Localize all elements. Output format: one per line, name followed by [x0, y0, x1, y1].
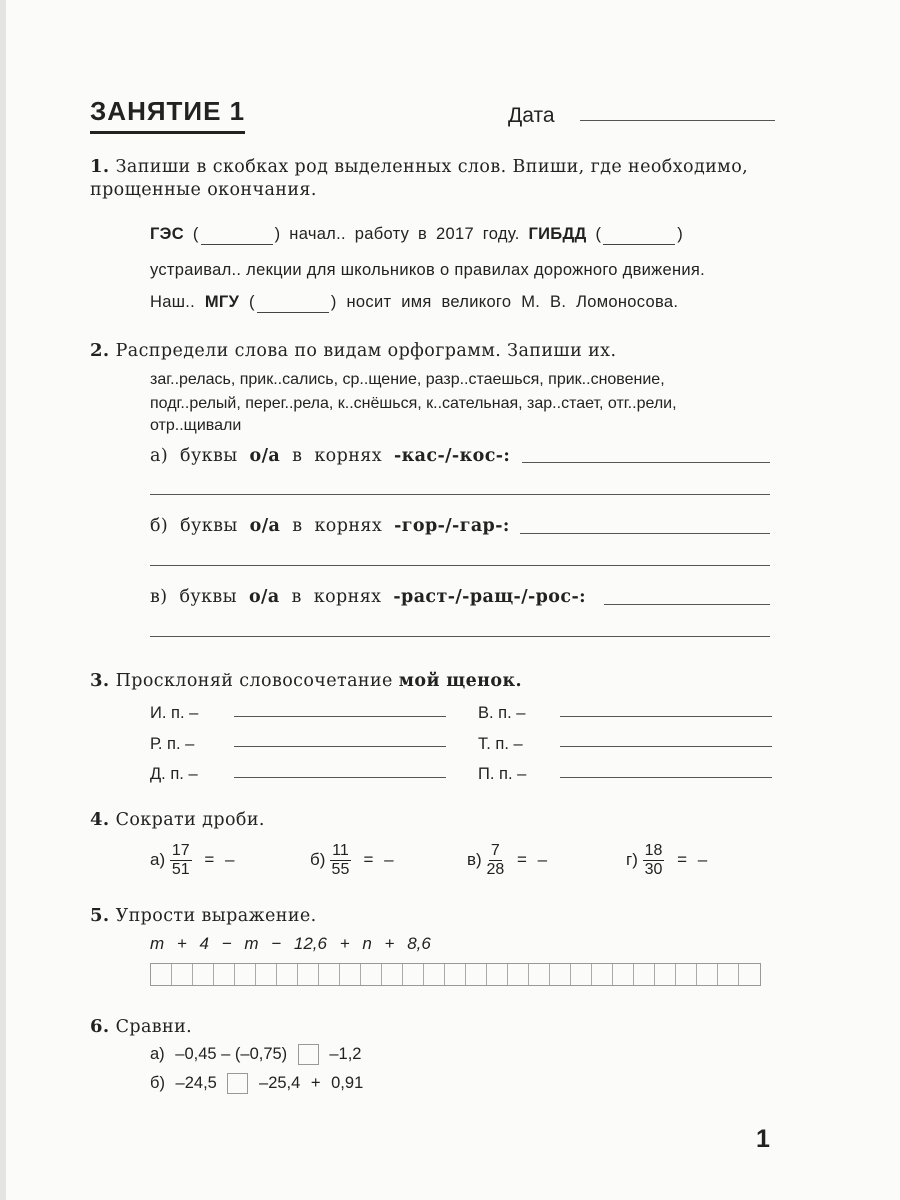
grid-cell[interactable]: [718, 964, 739, 985]
denominator: 55: [331, 861, 350, 878]
numerator: 18: [644, 842, 663, 859]
grid-cell[interactable]: [508, 964, 529, 985]
denominator: 28: [486, 861, 505, 878]
task2-c-answer-line2[interactable]: [150, 636, 770, 637]
paren: (: [249, 293, 255, 311]
case-instrumental-line[interactable]: [560, 746, 772, 747]
grid-cell[interactable]: [277, 964, 298, 985]
case-prepositional-label: П. п. –: [478, 765, 527, 783]
fraction: [486, 842, 504, 879]
compare-sign-box[interactable]: [227, 1073, 248, 1094]
compare-sign-box[interactable]: [298, 1044, 319, 1065]
task4-number: 4.: [90, 809, 110, 830]
gender-blank-gibdd[interactable]: [603, 225, 675, 245]
compare-left: –24,5: [175, 1073, 217, 1092]
fraction-answer-slot[interactable]: = –: [516, 849, 548, 869]
task2-a-prefix: а) буквы: [150, 446, 238, 466]
paren: ): [677, 225, 684, 243]
grid-cell[interactable]: [235, 964, 256, 985]
task1-line1: [150, 225, 683, 245]
task2-words-line3: отр..щивали: [150, 417, 242, 434]
grid-cell[interactable]: [256, 964, 277, 985]
word-gibdd: ГИБДД: [528, 225, 587, 243]
case-prepositional-line[interactable]: [560, 777, 772, 778]
task1-line2: устраивал.. лекции для школьников о правилах дорожного движения.: [150, 261, 706, 279]
task2-a-answer-line2[interactable]: [150, 494, 770, 495]
task2-words-line2: подг..релый, перег..рела, к..снёшься, к..сательная, зар..стает, отг..рели,: [150, 395, 677, 412]
lesson-title: ЗАНЯТИЕ 1: [90, 96, 245, 134]
case-genitive-line[interactable]: [234, 746, 446, 747]
grid-cell[interactable]: [298, 964, 319, 985]
compare-left: –0,45 – (–0,75): [175, 1044, 288, 1063]
task1-line3: [150, 293, 678, 313]
grid-cell[interactable]: [340, 964, 361, 985]
task2-b-letters: о/а: [249, 516, 281, 536]
task1-line1-text: ) начал.. работу в 2017 году.: [274, 225, 520, 243]
denominator: 51: [171, 861, 190, 878]
task5-heading: [90, 905, 317, 926]
task1-number: 1.: [90, 156, 110, 177]
paren: (: [595, 225, 602, 243]
grid-cell[interactable]: [739, 964, 760, 985]
task2-c-prefix: в) буквы: [150, 587, 237, 607]
grid-cell[interactable]: [403, 964, 424, 985]
task2-b-root: -гор-/-гар-:: [394, 516, 510, 536]
case-dative-label: Д. п. –: [150, 765, 198, 783]
task2-b-label: [150, 516, 510, 536]
grid-cell[interactable]: [697, 964, 718, 985]
task2-heading: [90, 340, 616, 361]
task1-line3-start: Наш..: [150, 293, 195, 311]
compare-b: [150, 1073, 363, 1094]
task2-b-prefix: б) буквы: [150, 516, 238, 536]
grid-cell[interactable]: [319, 964, 340, 985]
answer-grid[interactable]: [150, 963, 761, 986]
case-dative-line[interactable]: [234, 777, 446, 778]
grid-cell[interactable]: [592, 964, 613, 985]
task2-text: Распредели слова по видам орфограмм. Запиши их.: [115, 341, 617, 361]
task1-heading: [90, 156, 748, 177]
grid-cell[interactable]: [445, 964, 466, 985]
gender-blank-mgu[interactable]: [257, 293, 329, 313]
grid-cell[interactable]: [676, 964, 697, 985]
task2-words-line1: заг..релась, прик..сались, ср..щение, разр..стаешься, прик..сновение,: [150, 371, 665, 388]
task1-text-line2: прощенные окончания.: [90, 180, 317, 200]
word-ges: ГЭС: [150, 225, 184, 243]
fraction: [330, 842, 351, 879]
case-accusative-line[interactable]: [560, 716, 772, 717]
case-nominative-line[interactable]: [234, 716, 446, 717]
task5-expression: m + 4 − m − 12,6 + n + 8,6: [150, 934, 431, 953]
fraction-c: [467, 842, 547, 879]
grid-cell[interactable]: [151, 964, 172, 985]
compare-right: –25,4 + 0,91: [259, 1073, 364, 1092]
numerator: 7: [490, 842, 500, 859]
task2-number: 2.: [90, 340, 110, 361]
task2-c-letters: о/а: [248, 587, 280, 607]
fraction-a: [150, 842, 235, 879]
numerator: 17: [171, 842, 190, 859]
fraction-answer-slot[interactable]: = –: [204, 849, 235, 869]
compare-a: [150, 1044, 362, 1065]
date-label: Дата: [508, 104, 555, 127]
date-input-line[interactable]: [580, 120, 775, 121]
word-mgu: МГУ: [204, 293, 240, 311]
task1-text-line1: Запиши в скобках род выделенных слов. Впиши, где необходимо,: [115, 157, 749, 177]
task6-number: 6.: [90, 1016, 110, 1037]
fraction-label: а): [150, 849, 166, 869]
task6-heading: [90, 1016, 192, 1037]
task3-text: Просклоняй словосочетание: [115, 671, 393, 691]
page-number: 1: [756, 1125, 770, 1153]
case-genitive-label: Р. п. –: [150, 735, 195, 753]
compare-label: б): [150, 1073, 165, 1092]
grid-cell[interactable]: [571, 964, 592, 985]
fraction: [170, 842, 192, 879]
numerator: 11: [332, 842, 349, 859]
fraction-label: в): [467, 849, 482, 869]
task2-a-root: -кас-/-кос-:: [393, 446, 511, 466]
fraction-b: [310, 842, 394, 879]
task5-number: 5.: [90, 905, 110, 926]
grid-cell[interactable]: [382, 964, 403, 985]
compare-right: –1,2: [329, 1044, 362, 1063]
fraction-answer-slot[interactable]: = –: [677, 849, 708, 869]
task2-a-label: [150, 446, 510, 466]
grid-cell[interactable]: [172, 964, 193, 985]
fraction: [643, 842, 665, 879]
task2-c-mid: в корнях: [291, 587, 382, 607]
task4-text: Сократи дроби.: [115, 810, 265, 830]
grid-cell[interactable]: [193, 964, 214, 985]
task3-heading: [90, 670, 522, 691]
task2-b-answer-line2[interactable]: [150, 565, 770, 566]
task6-text: Сравни.: [115, 1017, 193, 1037]
grid-cell[interactable]: [214, 964, 235, 985]
fraction-d: [626, 842, 707, 879]
task2-c-label: [150, 587, 586, 607]
paren: (: [192, 225, 199, 243]
task2-c-answer-line1[interactable]: [604, 604, 770, 605]
page-edge: [0, 0, 6, 1200]
fraction-answer-slot[interactable]: = –: [363, 849, 394, 869]
grid-cell[interactable]: [550, 964, 571, 985]
task2-c-root: -раст-/-ращ-/-рос-:: [393, 587, 586, 607]
grid-cell[interactable]: [529, 964, 550, 985]
task2-b-answer-line1[interactable]: [520, 533, 770, 534]
compare-label: а): [150, 1044, 165, 1063]
grid-cell[interactable]: [466, 964, 487, 985]
task4-heading: [90, 809, 265, 830]
case-instrumental-label: Т. п. –: [478, 735, 523, 753]
grid-cell[interactable]: [424, 964, 445, 985]
gender-blank-ges[interactable]: [201, 225, 273, 245]
task3-number: 3.: [90, 670, 110, 691]
grid-cell[interactable]: [634, 964, 655, 985]
fraction-label: б): [310, 849, 326, 869]
case-accusative-label: В. п. –: [478, 704, 526, 722]
fraction-label: г): [626, 849, 638, 869]
case-nominative-label: И. п. –: [150, 704, 199, 722]
task2-a-letters: о/а: [249, 446, 281, 466]
task1-line3-text: ) носит имя великого М. В. Ломоносова.: [330, 293, 679, 311]
task2-b-mid: в корнях: [292, 516, 383, 536]
task3-phrase: мой щенок.: [398, 671, 522, 691]
task2-a-mid: в корнях: [292, 446, 382, 466]
grid-cell[interactable]: [487, 964, 508, 985]
denominator: 30: [644, 861, 663, 878]
grid-cell[interactable]: [613, 964, 634, 985]
task5-text: Упрости выражение.: [115, 906, 317, 926]
grid-cell[interactable]: [361, 964, 382, 985]
task2-a-answer-line1[interactable]: [522, 462, 770, 463]
grid-cell[interactable]: [655, 964, 676, 985]
